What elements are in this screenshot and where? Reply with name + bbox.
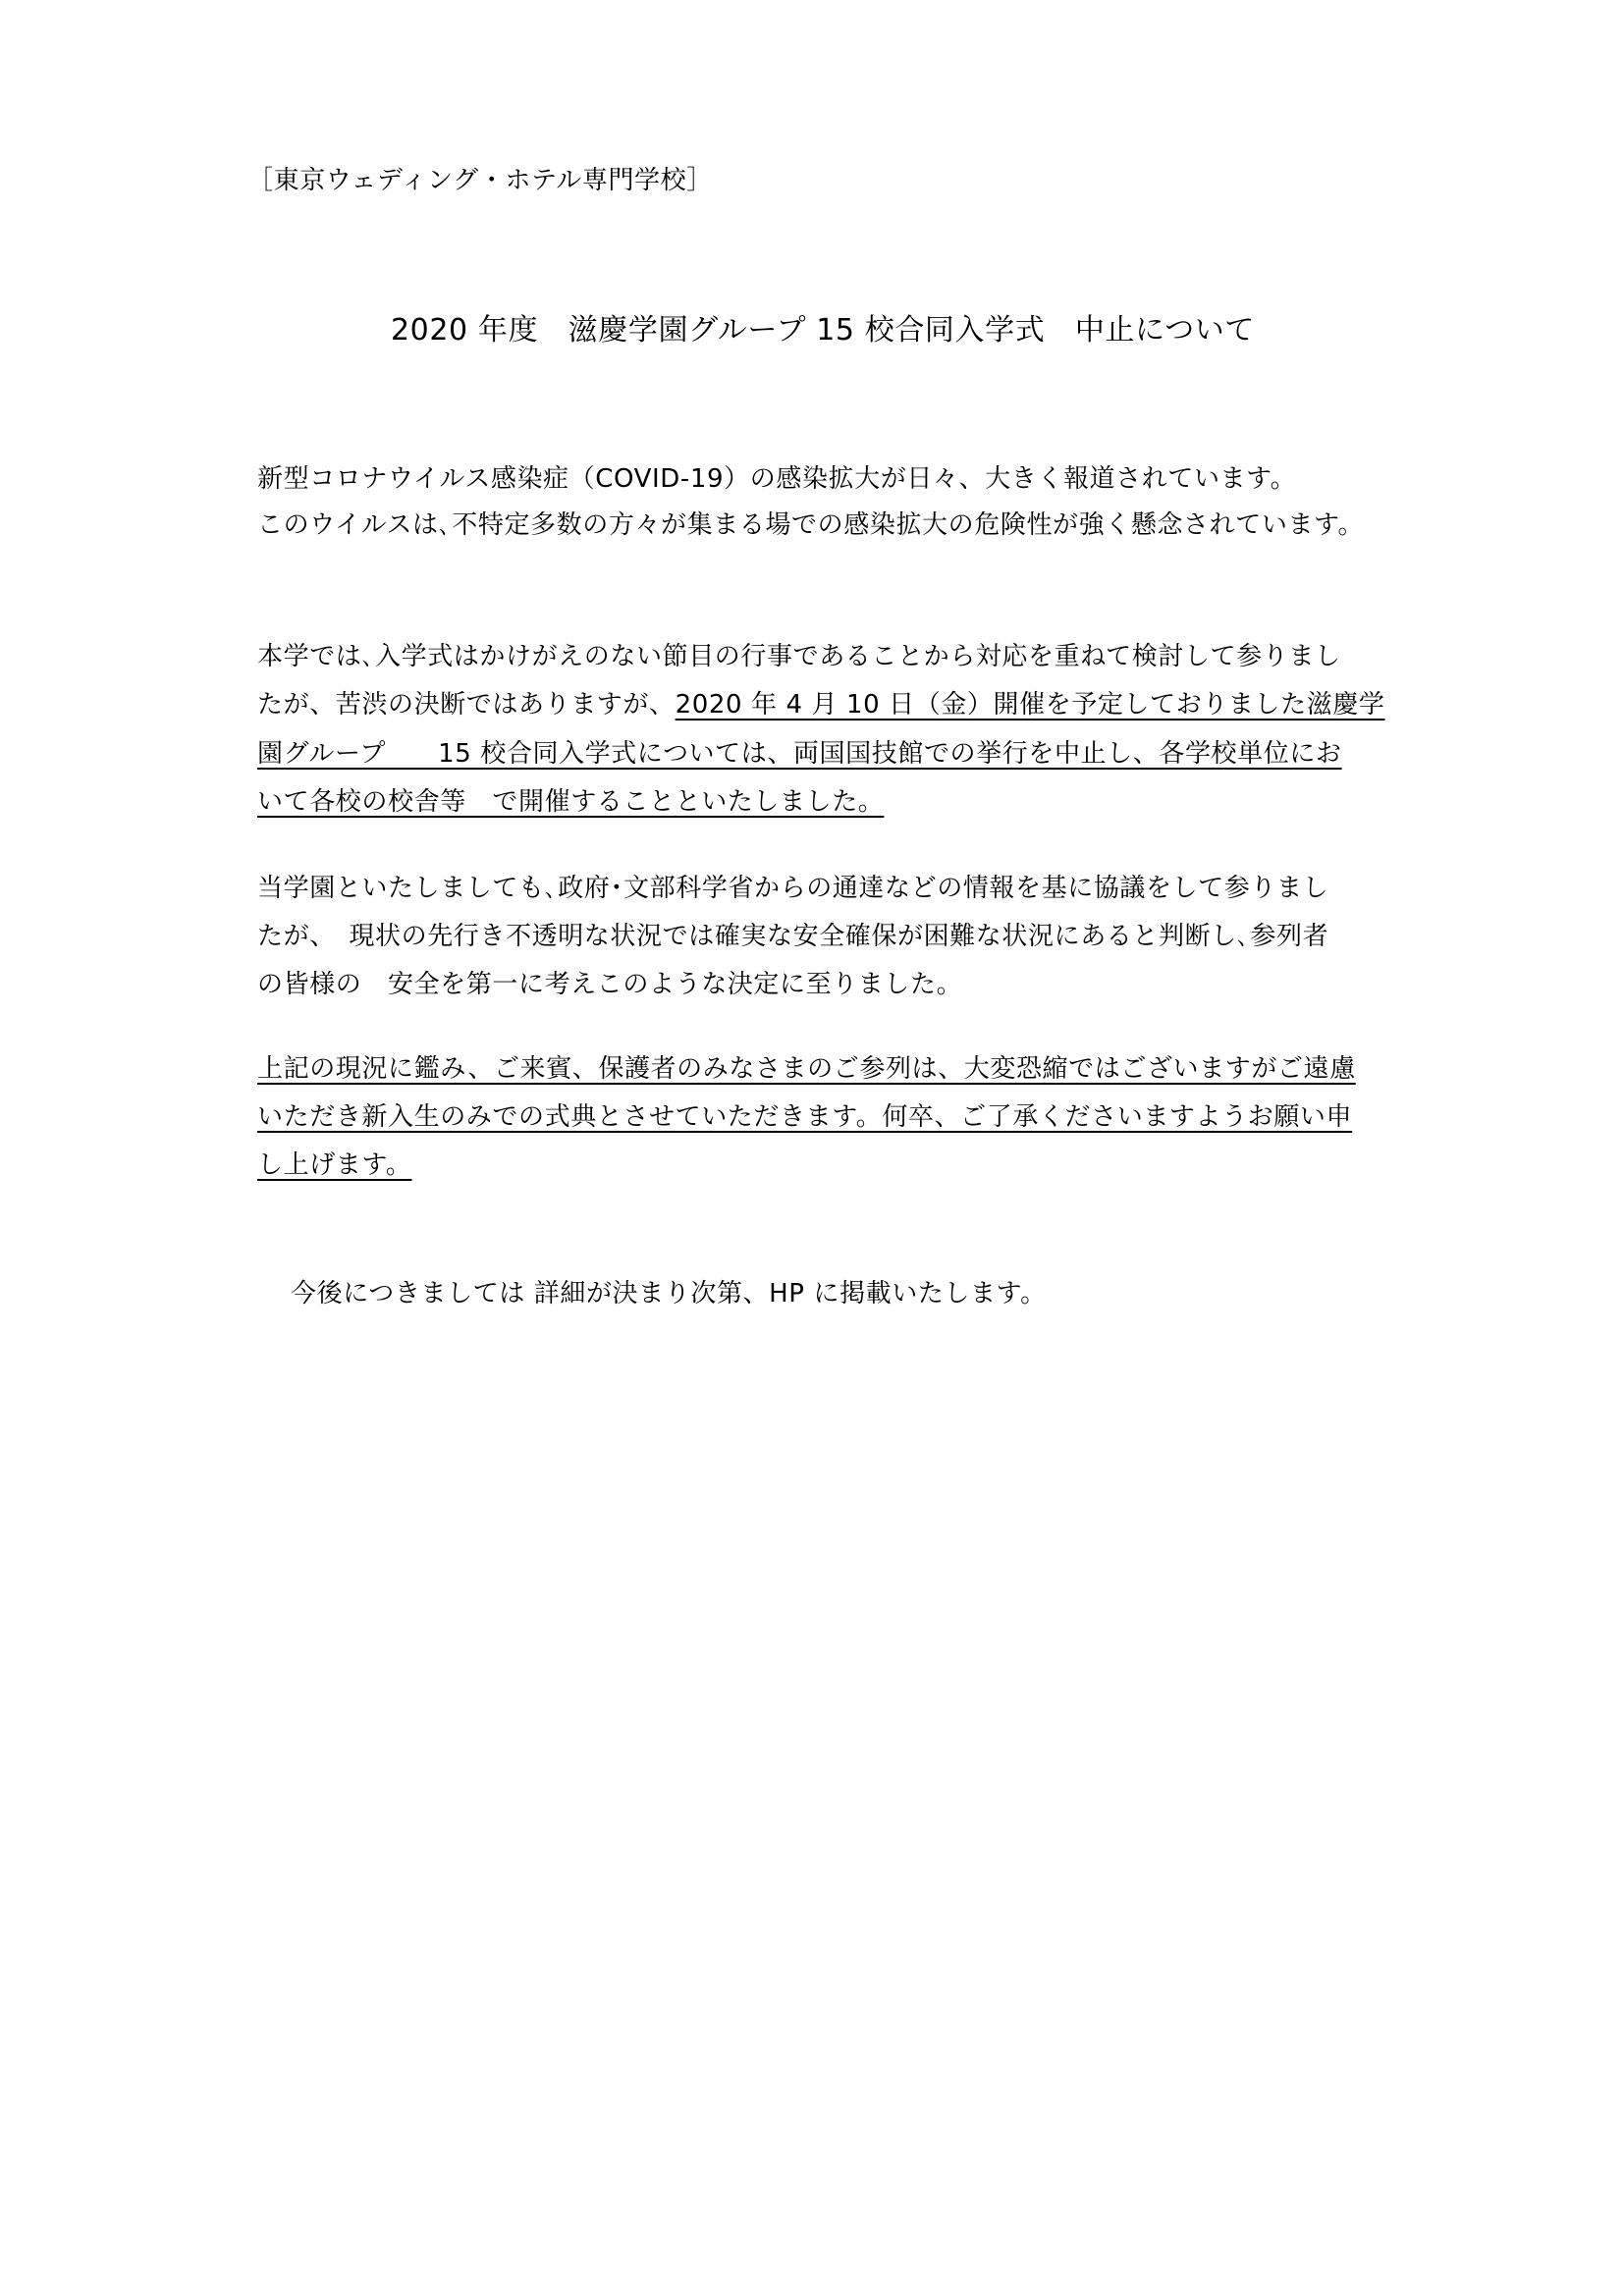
paragraph2-line2-underlined: 2020 年 4 月 10 日（金）開催を予定しておりました滋慶学 [675, 690, 1385, 720]
paragraph4-line1: 上記の現況に鑑み、ご来賓、保護者のみなさまのご参列は、大変恐縮ではございますがご遠慮 [257, 1054, 1356, 1084]
paragraph3-line2: たが、 現状の先行き不透明な状況では確実な安全確保が困難な状況にあると判断し､参列者 [257, 922, 1329, 951]
paragraph1-line1: 新型コロナウイルス感染症（COVID-19）の感染拡大が日々、大きく報道されています。 [257, 464, 1297, 494]
paragraph2-line4: いて各校の校舎等 で開催することといたしました。 [257, 787, 885, 817]
paragraph1-line2: このウイルスは､不特定多数の方々が集まる場での感染拡大の危険性が強く懸念されています。 [257, 510, 1365, 540]
paragraph2-line2-plain: たが、苦渋の決断ではありますが、 [257, 690, 676, 720]
paragraph3-line3: の皆様の 安全を第一に考えこのような決定に至りました。 [257, 970, 963, 999]
school-name: ［東京ウェディング・ホテル専門学校］ [247, 166, 713, 195]
paragraph2-line2 [257, 688, 1385, 721]
paragraph3-line1: 当学園といたしましても､政府･文部科学省からの通達などの情報を基に協議をして参りまし [257, 874, 1329, 903]
closing-note: 今後につきましては 詳細が決まり次第、HP に掲載いたします。 [291, 1279, 1047, 1308]
paragraph4-line2: いただき新入生のみでの式典とさせていただきます。何卒、ご了承くださいますようお願い申 [257, 1102, 1353, 1132]
paragraph2-line3: 園グループ 15 校合同入学式については、両国国技館での挙行を中止し、各学校単位にお [257, 739, 1342, 769]
notice-title: 2020 年度 滋慶学園グループ 15 校合同入学式 中止について [391, 313, 1255, 347]
paragraph2-line1: 本学では､入学式はかけがえのない節目の行事であることから対応を重ねて検討して参りまし [257, 642, 1341, 671]
paragraph4-line3: し上げます。 [257, 1150, 412, 1180]
